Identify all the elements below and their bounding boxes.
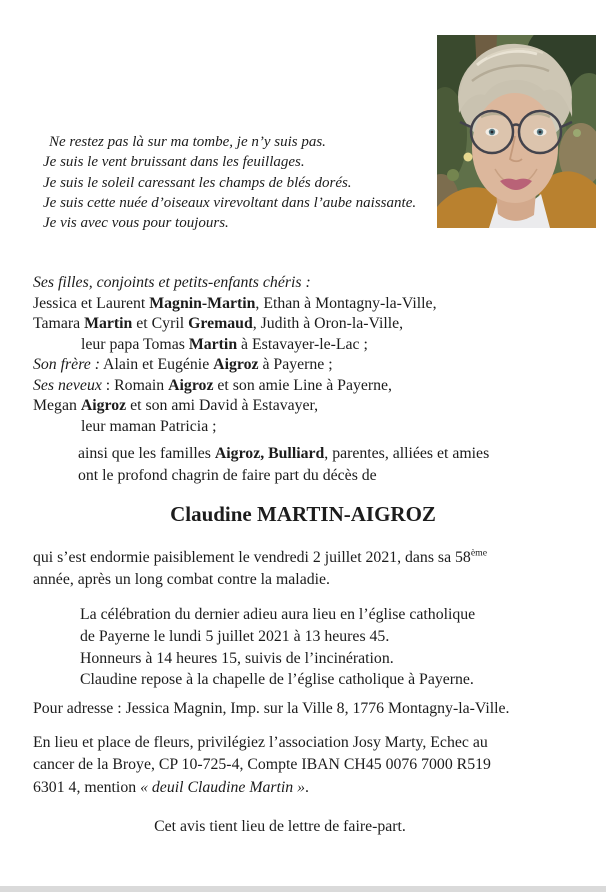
text-line: Claudine repose à la chapelle de l’église catholique à Payerne. [80,671,474,689]
text-line: Je suis le vent bruissant dans les feuillages. [43,154,305,171]
announcement-text [78,443,489,487]
text-line: La célébration du dernier adieu aura lieu en l’église catholique [80,606,476,623]
text-line: ainsi que les familles Aigroz, Bulliard, parentes, alliées et amies [78,445,490,462]
text-line: leur maman Patricia ; [81,417,217,435]
text-line: Tamara Martin et Cyril Gremaud, Judith à Oron-la-Ville, [33,315,404,332]
text-line: cancer de la Broye, CP 10-725-4, Compte IBAN CH45 0076 7000 R519 [33,756,491,774]
contact-address: Pour adresse : Jessica Magnin, Imp. sur la Ville 8, 1776 Montagny-la-Ville. [33,700,510,717]
closing-line: Cet avis tient lieu de lettre de faire-part. [154,818,406,835]
death-details [33,547,487,591]
text-line: Ses filles, conjoints et petits-enfants chéris : [33,274,311,291]
text-line: Son frère : Alain et Eugénie Aigroz à Payerne ; [33,356,333,373]
text-line: Je vis avec vous pour toujours. [43,215,229,232]
portrait-photo [437,35,596,228]
text-line: Ses neveux : Romain Aigroz et son amie Line à Payerne, [33,376,392,394]
text-line: ont le profond chagrin de faire part du décès de [78,467,377,484]
family-list [33,273,437,437]
text-line: Je suis cette nuée d’oiseaux virevoltant dans l’aube naissante. [43,194,417,211]
horizontal-scrollbar[interactable] [0,886,606,892]
text-line: de Payerne le lundi 5 juillet 2021 à 13 heures 45. [80,627,390,645]
text-line: Jessica et Laurent Magnin-Martin, Ethan à Montagny-la-Ville, [33,294,437,312]
memorial-poem [43,132,416,233]
text-line: Megan Aigroz et son ami David à Estavayer, [33,397,319,414]
text-line: En lieu et place de fleurs, privilégiez l’association Josy Marty, Echec au [33,734,488,751]
text-line: année, après un long combat contre la maladie. [33,571,330,588]
portrait-illustration [437,35,596,228]
text-line: Je suis le soleil caressant les champs de blés dorés. [43,174,352,191]
text-line: Honneurs à 14 heures 15, suivis de l’incinération. [80,649,394,667]
text-line: Ne restez pas là sur ma tombe, je n’y suis pas. [49,134,326,150]
text-line: leur papa Tomas Martin à Estavayer-le-Lac ; [81,335,368,353]
text-line: 6301 4, mention « deuil Claudine Martin ». [33,778,309,796]
text-line: qui s’est endormie paisiblement le vendredi 2 juillet 2021, dans sa 58ème [33,547,488,566]
donation-request [33,732,491,799]
deceased-name: Claudine MARTIN-AIGROZ [170,502,436,526]
ceremony-details [80,604,475,691]
